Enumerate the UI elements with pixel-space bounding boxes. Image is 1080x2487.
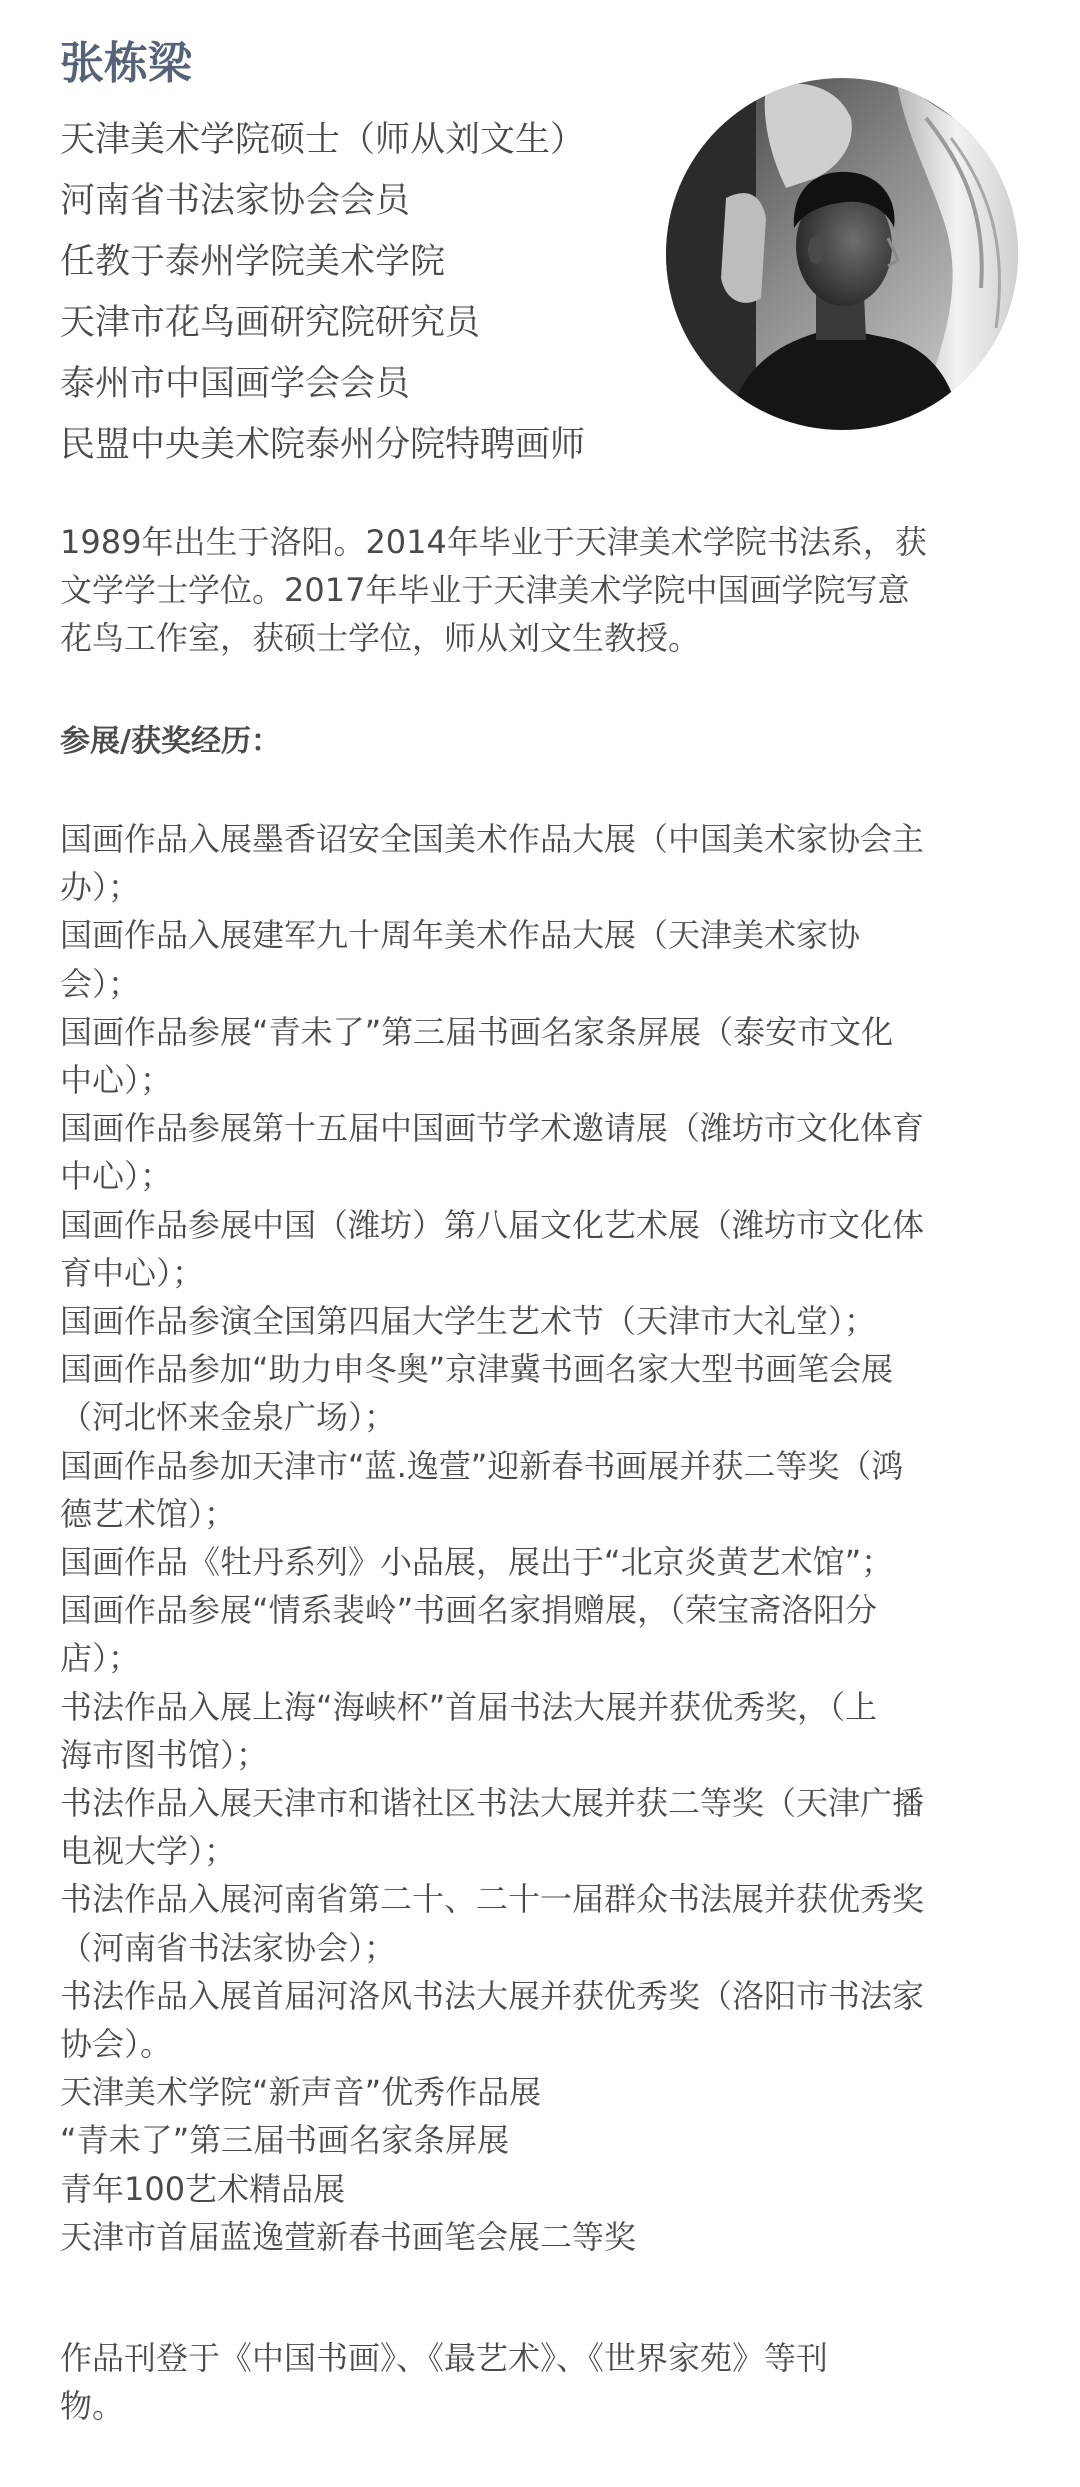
exhibition-line: 电视大学）； (60, 1832, 237, 1871)
exhibition-line: 国画作品《牡丹系列》小品展，展出于“北京炎黄艺术馆”； (60, 1543, 894, 1582)
exhibition-line: 国画作品参演全国第四届大学生艺术节（天津市大礼堂）； (60, 1302, 877, 1341)
publication-line: 作品刊登于《中国书画》、《最艺术》、《世界家苑》等刊 (60, 2339, 829, 2377)
exhibition-line: 书法作品入展首届河洛风书法大展并获优秀奖（洛阳市书法家 (60, 1976, 925, 2015)
artist-title: 任教于泰州学院美术学院 (60, 242, 446, 282)
exhibitions-list (60, 815, 1020, 2261)
bio-line: 文学学士学位。2017年毕业于天津美术学院中国画学院写意 (60, 571, 910, 609)
exhibition-line: 书法作品入展天津市和谐社区书法大展并获二等奖（天津广播 (60, 1784, 925, 1823)
exhibition-line: （河北怀来金泉广场）； (60, 1398, 397, 1437)
artist-portrait-photo (666, 78, 1018, 430)
bio-line: 1989年出生于洛阳。2014年毕业于天津美术学院书法系，获 (60, 523, 927, 561)
exhibition-line: “青未了”第三届书画名家条屏展 (60, 2121, 510, 2160)
exhibition-line: 国画作品参展第十五届中国画节学术邀请展（潍坊市文化体育 (60, 1109, 925, 1148)
exhibition-line: 国画作品参加天津市“蓝.逸萱”迎新春书画展并获二等奖（鸿 (60, 1446, 904, 1485)
exhibition-line: 国画作品参展“青未了”第三届书画名家条屏展（泰安市文化 (60, 1012, 894, 1051)
exhibition-line: 办）； (60, 868, 141, 907)
publication-note (60, 2334, 1020, 2430)
exhibition-line: 国画作品入展建军九十周年美术作品大展（天津美术家协 (60, 916, 861, 955)
publication-line: 物。 (60, 2387, 125, 2425)
exhibition-line: 店）； (60, 1639, 141, 1678)
exhibition-line: 中心）； (60, 1157, 173, 1196)
bio-line: 花鸟工作室，获硕士学位，师从刘文生教授。 (60, 619, 701, 657)
portrait-illustration (666, 78, 1018, 430)
exhibition-line: （河南省书法家协会）； (60, 1928, 397, 1967)
exhibition-line: 国画作品参展“情系裴岭”书画名家捐赠展，（荣宝斋洛阳分 (60, 1591, 878, 1630)
artist-biography (60, 518, 1020, 662)
exhibition-line: 国画作品入展墨香诏安全国美术作品大展（中国美术家协会主 (60, 820, 925, 858)
artist-title: 天津美术学院硕士（师从刘文生） (60, 120, 586, 160)
exhibition-line: 国画作品参加“助力申冬奥”京津冀书画名家大型书画笔会展 (60, 1350, 894, 1389)
artist-title: 泰州市中国画学会会员 (60, 364, 411, 404)
exhibition-line: 协会）。 (60, 2025, 173, 2064)
artist-title: 民盟中央美术院泰州分院特聘画师 (60, 425, 586, 465)
exhibition-line: 国画作品参展中国（潍坊）第八届文化艺术展（潍坊市文化体 (60, 1205, 925, 1244)
artist-title: 天津市花鸟画研究院研究员 (60, 303, 481, 343)
exhibition-line: 书法作品入展河南省第二十、二十一届群众书法展并获优秀奖 (60, 1880, 925, 1919)
exhibition-line: 天津市首届蓝逸萱新春书画笔会展二等奖 (60, 2217, 637, 2256)
exhibitions-heading: 参展/获奖经历： (60, 724, 281, 759)
exhibition-line: 中心）； (60, 1061, 173, 1100)
exhibition-line: 海市图书馆）； (60, 1735, 269, 1774)
exhibition-line: 书法作品入展上海“海峡杯”首届书法大展并获优秀奖，（上 (60, 1687, 878, 1726)
artist-name: 张栋梁 (60, 38, 192, 89)
artist-title: 河南省书法家协会会员 (60, 181, 411, 221)
exhibition-line: 天津美术学院“新声音”优秀作品展 (60, 2073, 542, 2112)
exhibition-line: 会）； (60, 964, 141, 1003)
exhibition-line: 德艺术馆）； (60, 1494, 237, 1533)
artist-titles-list (60, 110, 585, 476)
exhibition-line: 青年100艺术精品展 (60, 2169, 346, 2208)
exhibition-line: 育中心）； (60, 1253, 205, 1292)
